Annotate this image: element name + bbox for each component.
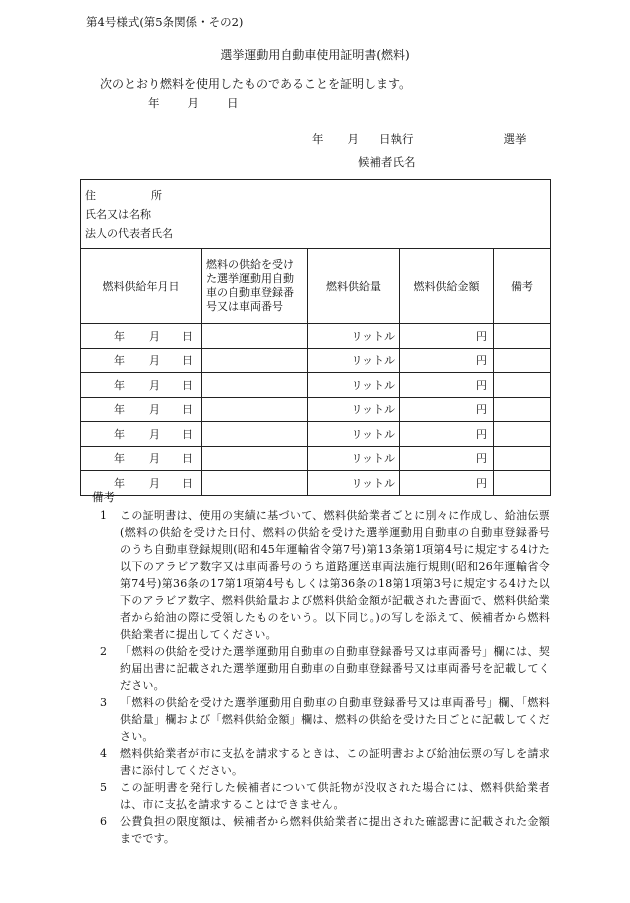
note-text: この証明書を発行した候補者について供託物が没収された場合には、燃料供給業者は、市に支払を請求することはできません。 <box>120 781 550 811</box>
row-fuel-amount[interactable]: 円 <box>400 397 494 422</box>
note-item <box>100 694 550 745</box>
row-fuel-amount[interactable]: 円 <box>400 471 494 496</box>
note-text: 「燃料の供給を受けた選挙運動用自動車の自動車登録番号又は車両番号」欄には、契約届出書に記載された選挙運動用自動車の自動車登録番号又は車両番号を記載してください。 <box>120 645 550 692</box>
row-fuel-amount[interactable]: 円 <box>400 422 494 447</box>
election-label: 選挙 <box>503 132 527 146</box>
table-row <box>81 348 551 373</box>
representative-label: 法人の代表者氏名 <box>85 226 173 240</box>
date-year: 年 <box>148 96 160 110</box>
row-date[interactable]: 年 月 日 <box>81 422 202 447</box>
note-text: 「燃料の供給を受けた選挙運動用自動車の自動車登録番号又は車両番号」欄、「燃料供給量」欄および「燃料供給金額」欄は、燃料の供給を受けた日ごとに記載してください。 <box>120 696 550 743</box>
note-number: 2 <box>100 645 107 658</box>
row-vehicle-number[interactable] <box>202 348 308 373</box>
form-number: 第4号様式(第5条関係・その2) <box>86 15 244 29</box>
intro-text: 次のとおり燃料を使用したものであることを証明します。 <box>100 77 412 91</box>
note-number: 4 <box>100 747 107 760</box>
supplier-info <box>81 180 551 249</box>
row-remarks[interactable] <box>494 397 551 422</box>
note-number: 6 <box>100 815 107 828</box>
address-label: 住 所 <box>85 188 162 202</box>
header-fuel-quantity: 燃料供給量 <box>308 249 400 324</box>
note-item <box>100 507 550 643</box>
date-day: 日 <box>227 96 239 110</box>
note-text: この証明書は、使用の実績に基づいて、燃料供給業者ごとに別々に作成し、給油伝票(燃料の供給を受けた日付、燃料の供給を受けた選挙運動用自動車の自動車登録番号のうち自動車登録規則(昭和45年運輸省令第7号)第13条第1項第4号に規定する4けた以下のアラビア数字又は車両番号のうち道路運送車両法施行規則(昭和26年運輸省令第74号)第36条の17第1項第4号もしくは第36条の18第1項第3号に規定する4けた以下のアラビア数字、燃料供給量および燃料供給金額が記載された書面で、燃料供給業者から給油の際に受領したものをいう。以下同じ。)の写しを添えて、候補者から燃料供給業者に提出してください。 <box>120 509 550 641</box>
row-remarks[interactable] <box>494 324 551 349</box>
row-date[interactable]: 年 月 日 <box>81 471 202 496</box>
note-number: 3 <box>100 696 107 709</box>
row-date[interactable]: 年 月 日 <box>81 324 202 349</box>
name-label: 氏名又は名称 <box>85 207 151 221</box>
note-number: 1 <box>100 509 107 522</box>
header-vehicle-number: 燃料の供給を受けた選挙運動用自動車の自動車登録番号又は車両番号 <box>202 249 308 324</box>
row-remarks[interactable] <box>494 373 551 398</box>
row-fuel-quantity[interactable]: リットル <box>308 348 400 373</box>
fuel-supply-table <box>80 179 551 496</box>
row-vehicle-number[interactable] <box>202 373 308 398</box>
row-remarks[interactable] <box>494 446 551 471</box>
note-item <box>100 779 550 813</box>
row-fuel-quantity[interactable]: リットル <box>308 373 400 398</box>
row-date[interactable]: 年 月 日 <box>81 446 202 471</box>
table-row <box>81 397 551 422</box>
exec-day: 日執行 <box>379 132 414 146</box>
row-fuel-quantity[interactable]: リットル <box>308 397 400 422</box>
note-item <box>100 813 550 847</box>
notes-list <box>100 507 550 847</box>
note-text: 燃料供給業者が市に支払を請求するときは、この証明書および給油伝票の写しを請求書に添付してください。 <box>120 747 550 777</box>
exec-month: 月 <box>347 132 359 146</box>
row-date[interactable]: 年 月 日 <box>81 397 202 422</box>
table-row <box>81 324 551 349</box>
note-number: 5 <box>100 781 107 794</box>
table-row <box>81 446 551 471</box>
table-row <box>81 373 551 398</box>
note-item <box>100 745 550 779</box>
row-vehicle-number[interactable] <box>202 397 308 422</box>
row-remarks[interactable] <box>494 348 551 373</box>
row-fuel-amount[interactable]: 円 <box>400 324 494 349</box>
row-vehicle-number[interactable] <box>202 471 308 496</box>
row-fuel-quantity[interactable]: リットル <box>308 422 400 447</box>
row-fuel-amount[interactable]: 円 <box>400 348 494 373</box>
note-text: 公費負担の限度額は、候補者から燃料供給業者に提出された確認書に記載された金額までです。 <box>120 815 550 845</box>
row-vehicle-number[interactable] <box>202 446 308 471</box>
header-remarks: 備考 <box>494 249 551 324</box>
row-date[interactable]: 年 月 日 <box>81 373 202 398</box>
date-month: 月 <box>187 96 199 110</box>
table-row <box>81 471 551 496</box>
candidate-name-label: 候補者氏名 <box>358 155 416 169</box>
row-fuel-amount[interactable]: 円 <box>400 373 494 398</box>
document-title: 選挙運動用自動車使用証明書(燃料) <box>220 48 410 62</box>
exec-year: 年 <box>312 132 324 146</box>
table-row <box>81 422 551 447</box>
table-header <box>81 249 551 324</box>
row-fuel-quantity[interactable]: リットル <box>308 471 400 496</box>
row-vehicle-number[interactable] <box>202 324 308 349</box>
row-vehicle-number[interactable] <box>202 422 308 447</box>
note-item <box>100 643 550 694</box>
notes-title: 備考 <box>92 490 115 504</box>
election-execution-line <box>312 131 527 147</box>
row-fuel-quantity[interactable]: リットル <box>308 446 400 471</box>
row-date[interactable]: 年 月 日 <box>81 348 202 373</box>
header-supply-date: 燃料供給年月日 <box>81 249 202 324</box>
header-fuel-amount: 燃料供給金額 <box>400 249 494 324</box>
row-fuel-amount[interactable]: 円 <box>400 446 494 471</box>
certification-date <box>148 95 239 111</box>
row-fuel-quantity[interactable]: リットル <box>308 324 400 349</box>
row-remarks[interactable] <box>494 471 551 496</box>
row-remarks[interactable] <box>494 422 551 447</box>
